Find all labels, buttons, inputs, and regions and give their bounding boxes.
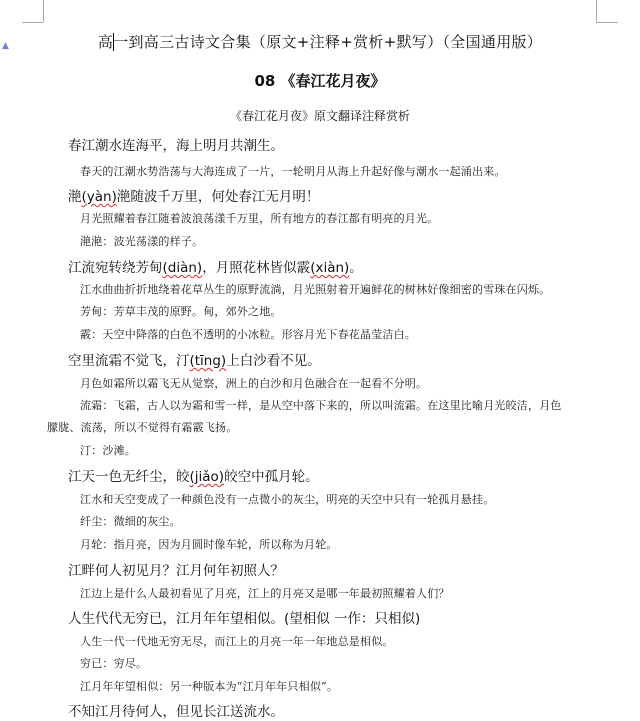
margin-crop-mark [596,22,618,23]
poem-text: 空里流霜不觉飞，汀 [68,353,190,369]
pinyin-annotation: (jiǎo) [189,469,225,485]
margin-crop-mark [596,0,597,22]
section-title[interactable]: 08 《春江花月夜》 [254,72,386,90]
poem-text: 皎空中孤月轮。 [224,469,319,485]
poem-text: 上白沙看不见。 [226,353,321,369]
poem-line[interactable]: 不知江月待何人，但见长江送流水。 [68,704,284,720]
poem-line[interactable]: 江畔何人初见月？江月何年初照人？ [68,563,284,579]
translation[interactable]: 月光照耀着春江随着波浪荡漾千万里，所有地方的春江都有明亮的月光。 [80,212,439,225]
poem-line[interactable] [68,468,319,486]
margin-marker-icon: ▲ [2,41,9,51]
annotation[interactable]: 穷已：穷尽。 [80,657,148,670]
poem-text: 。 [349,260,363,276]
annotation[interactable]: 霰：天空中降落的白色不透明的小冰粒。形容月光下春花晶莹洁白。 [80,328,416,341]
margin-crop-mark [22,22,43,23]
translation[interactable]: 江水曲曲折折地绕着花草丛生的原野流淌，月光照射着开遍鲜花的树林好像细密的雪珠在闪烁。 [80,283,551,296]
annotation[interactable]: 流霜：飞霜，古人以为霜和雪一样，是从空中落下来的，所以叫流霜。在这里比喻月光皎洁，月色 [80,399,562,412]
poem-text: 滟随波千万里，何处春江无月明！ [116,189,320,205]
poem-text: 江流宛转绕芳甸 [68,260,163,276]
poem-line[interactable] [68,259,363,277]
margin-crop-mark [43,0,44,22]
poem-line[interactable]: 人生代代无穷已，江月年年望相似。(望相似 一作：只相似) [68,611,421,627]
annotation[interactable]: 滟滟：波光荡漾的样子。 [80,235,204,248]
translation[interactable]: 江边上是什么人最初看见了月亮，江上的月亮又是哪一年最初照耀着人们？ [80,587,450,600]
annotation[interactable]: 汀：沙滩。 [80,444,136,457]
poem-text: 江天一色无纤尘，皎 [68,469,190,485]
poem-line[interactable] [68,352,321,370]
annotation[interactable]: 朦胧、流荡，所以不觉得有霜霰飞扬。 [47,421,238,434]
translation[interactable]: 人生一代一代地无穷无尽，而江上的月亮一年一年地总是相似。 [80,635,394,648]
poem-line[interactable]: 春江潮水连海平，海上明月共潮生。 [68,138,284,154]
translation[interactable]: 春天的江潮水势浩荡与大海连成了一片，一轮明月从海上升起好像与潮水一起涌出来。 [80,165,506,178]
pinyin-annotation: (yàn) [81,189,117,205]
annotation[interactable]: 江月年年望相似：另一种版本为“江月年年只相似”。 [80,680,339,693]
annotation[interactable]: 纤尘：微细的灰尘。 [80,515,181,528]
pinyin-annotation: (tīng) [189,353,227,369]
document-title[interactable]: 高一到高三古诗文合集（原文+注释+赏析+默写）（全国通用版） [97,33,543,51]
poem-line[interactable] [68,188,319,206]
subtitle[interactable]: 《春江花月夜》原文翻译注释赏析 [229,109,410,123]
annotation[interactable]: 月轮：指月亮，因为月圆时像车轮，所以称为月轮。 [80,538,338,551]
translation[interactable]: 江水和天空变成了一种颜色没有一点微小的灰尘，明亮的天空中只有一轮孤月悬挂。 [80,493,495,506]
poem-text: ，月照花林皆似霰 [202,260,311,276]
annotation[interactable]: 芳甸：芳草丰茂的原野。甸，郊外之地。 [80,305,282,318]
poem-text: 滟 [68,189,82,205]
pinyin-annotation: (xiàn) [310,260,350,276]
pinyin-annotation: (diàn) [162,260,203,276]
translation[interactable]: 月色如霜所以霜飞无从觉察，洲上的白沙和月色融合在一起看不分明。 [80,377,428,390]
